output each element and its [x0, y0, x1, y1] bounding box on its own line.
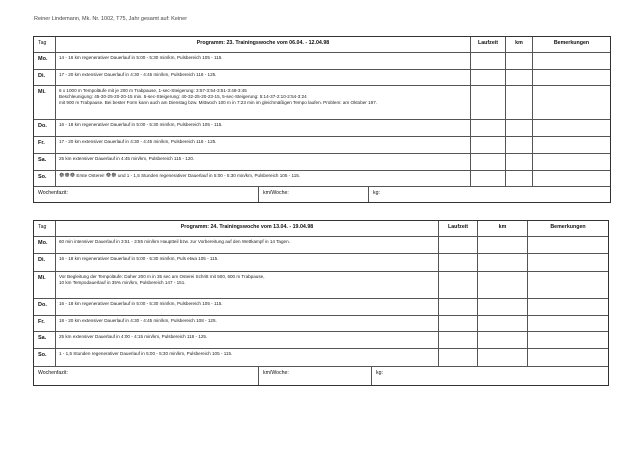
remarks-entry [528, 316, 608, 331]
day-label: Fr. [38, 140, 45, 146]
col-time-header: Laufzeit [447, 224, 468, 230]
program-title: Programm: 23. Trainingswoche vom 06.04. - 12.04.98 [196, 40, 330, 46]
workout-text: 18 - 20 km extensiver Dauerlauf in 4:30 - 4:45 min/km, Pulsbereich 108 - 125. [59, 318, 217, 323]
workout-text [56, 86, 470, 108]
km-entry [478, 254, 528, 271]
km-entry [506, 86, 533, 119]
col-time-header: Laufzeit [477, 40, 498, 46]
time-entry [439, 299, 478, 315]
kg-label: kg: [373, 190, 380, 196]
week-table-2 [33, 220, 609, 386]
table-row [34, 237, 608, 254]
col-remarks-header: Bemerkungen [550, 224, 586, 230]
time-entry [439, 349, 478, 366]
time-entry [439, 316, 478, 331]
workout-line: 10 km Tempodauerlauf in 35% min/km, Pulsbereich 147 - 151. [59, 280, 186, 285]
workout-text: 14 - 16 km regenerativer Dauerlauf in 5:00 - 5:30 min/km, Pulsbereich 105 - 115. [59, 55, 223, 60]
time-entry [471, 86, 506, 119]
day-label: Fr. [38, 319, 45, 325]
remarks-entry [533, 154, 610, 170]
workout-line: mit 900 m Trabpause. Bei bester Form kann auch am Dienstag bzw. Mittwoch 100 m in 7:23 min im gleichmäßigen Tempo laufen. Problem: am Oktober 197. [59, 100, 378, 105]
time-entry [471, 154, 506, 170]
remarks-entry [533, 171, 610, 186]
workout-text: 25 km extensiver Dauerlauf in 4:45 min/km, Pulsbereich 115 - 120. [59, 156, 195, 161]
time-entry [471, 70, 506, 85]
remarks-entry [528, 299, 608, 315]
time-entry [471, 120, 506, 136]
workout-text: 16 - 18 km regenerativer Dauerlauf in 5:00 - 5:30 min/km, Puls etwa 105 - 115. [59, 256, 219, 261]
km-entry [478, 272, 528, 298]
workout-line: 6 x 1000 m Tempoläufe mit je 200 m Trabpause, 1-sec-Steigerung: 3:57-3:54-3:51-3:48-3:45 [59, 88, 247, 93]
workout-text [56, 171, 470, 181]
week-summary-label: Wochenfazit: [38, 190, 68, 196]
day-label: So. [38, 352, 47, 358]
time-entry [439, 272, 478, 298]
km-entry [506, 137, 533, 153]
table-header-row [34, 37, 610, 53]
week-footer-row [34, 187, 610, 202]
km-entry [506, 53, 533, 69]
week-table-1 [33, 36, 611, 203]
time-entry [439, 237, 478, 253]
remarks-entry [528, 237, 608, 253]
time-entry [471, 53, 506, 69]
col-remarks-header: Bemerkungen [553, 40, 590, 46]
remarks-entry [528, 272, 608, 298]
workout-line: Beschleunigung: 45-30-25-20-20-15 min. 5-sec-Steigerung: 40-32-25-20-23-15, 5-sec-Steigerung: 5:14-37-2:10-2:54-3:24 [59, 94, 307, 99]
table-row [34, 299, 608, 316]
remarks-entry [528, 254, 608, 271]
km-week-label: km/Woche: [263, 190, 289, 196]
day-label: Mi. [38, 275, 46, 281]
col-km-header: km [515, 40, 523, 46]
table-row [34, 86, 610, 120]
star-icon: ☸☸ [105, 173, 117, 179]
km-entry [506, 171, 533, 186]
workout-text: 25 km extensiver Dauerlauf in 4:00 - 4:15 min/km, Pulsbereich 118 - 125. [59, 334, 208, 339]
col-km-header: km [498, 224, 507, 230]
table-row [34, 171, 610, 187]
col-day-header: Tag [38, 40, 47, 46]
workout-text: 16 - 18 km regenerativer Dauerlauf in 5:00 - 5:30 min/km, Pulsbereich 105 - 115. [59, 122, 223, 127]
remarks-entry [528, 349, 608, 366]
table-row [34, 120, 610, 137]
day-label: Di. [38, 73, 46, 79]
day-label: Di. [38, 257, 46, 263]
workout-text: 17 - 20 km extensiver Dauerlauf in 4:30 - 4:45 min/km, Pulsbereich 118 - 125. [59, 139, 217, 144]
km-entry [478, 332, 528, 348]
day-label: Sa. [38, 335, 47, 341]
day-label: Mi. [38, 89, 46, 95]
table-row [34, 349, 608, 367]
workout-text: 16 - 18 km regenerativer Dauerlauf in 5:00 - 5:30 min/km, Pulsbereich 105 - 115. [59, 301, 223, 306]
time-entry [439, 254, 478, 271]
day-label: Do. [38, 123, 47, 129]
remarks-entry [533, 120, 610, 136]
program-title: Programm: 24. Trainingswoche vom 13.04. - 19.04.98 [180, 224, 314, 230]
table-row [34, 154, 610, 171]
remarks-entry [533, 70, 610, 85]
table-row [34, 53, 610, 70]
day-label: So. [38, 174, 47, 180]
day-label: Sa. [38, 157, 47, 163]
workout-text: 1 - 1,5 Stunden regenerativer Dauerlauf in 5:00 - 5:30 min/km, Pulsbereich 105 - 115. [59, 351, 233, 356]
km-entry [506, 154, 533, 170]
km-entry [506, 120, 533, 136]
time-entry [471, 137, 506, 153]
table-row [34, 332, 608, 349]
table-row [34, 254, 608, 272]
workout-line: Vor Begleitung der Tempoläufe: Daher 200 m in 35 sec am Osterei Schritt mit 500, 600 m Trabpause, [59, 274, 265, 279]
workout-note: Erste Osterei! [76, 173, 105, 178]
remarks-entry [533, 86, 610, 119]
workout-line: und 1 - 1,5 Stunden regenerativer Dauerlauf in 5:00 - 5:30 min/km, Pulsbereich 105 - 115. [117, 173, 301, 178]
remarks-entry [528, 332, 608, 348]
table-row [34, 272, 608, 299]
workout-text: 60 min intensiver Dauerlauf in 3:51 - 3:55 min/km Hauptteil bzw. zur Vorbereitung auf den Wettkampf in 14 Tagen. [59, 239, 290, 244]
remarks-entry [533, 53, 610, 69]
day-label: Do. [38, 302, 47, 308]
workout-text: 17 - 20 km extensiver Dauerlauf in 4:30 - 4:45 min/km, Pulsbereich 118 - 125. [59, 72, 217, 77]
day-label: Mo. [38, 240, 48, 246]
document-header: Reiner Lindemann, Mk. Nr. 1002, T75, Jahr gesamt auf: Keiner [34, 16, 188, 22]
kg-label: kg: [376, 370, 383, 376]
km-entry [478, 237, 528, 253]
week-summary-label: Wochenfazit: [38, 370, 68, 376]
table-header-row [34, 221, 608, 237]
km-entry [478, 349, 528, 366]
table-row [34, 137, 610, 154]
km-entry [478, 299, 528, 315]
km-week-label: km/Woche: [263, 370, 289, 376]
time-entry [439, 332, 478, 348]
km-entry [478, 316, 528, 331]
table-row [34, 316, 608, 332]
workout-text [56, 272, 438, 288]
week-footer-row [34, 367, 608, 385]
time-entry [471, 171, 506, 186]
table-row [34, 70, 610, 86]
col-day-header: Tag [38, 224, 47, 230]
star-icon: ☸☸☸ [59, 173, 76, 179]
day-label: Mo. [38, 56, 48, 62]
remarks-entry [533, 137, 610, 153]
km-entry [506, 70, 533, 85]
